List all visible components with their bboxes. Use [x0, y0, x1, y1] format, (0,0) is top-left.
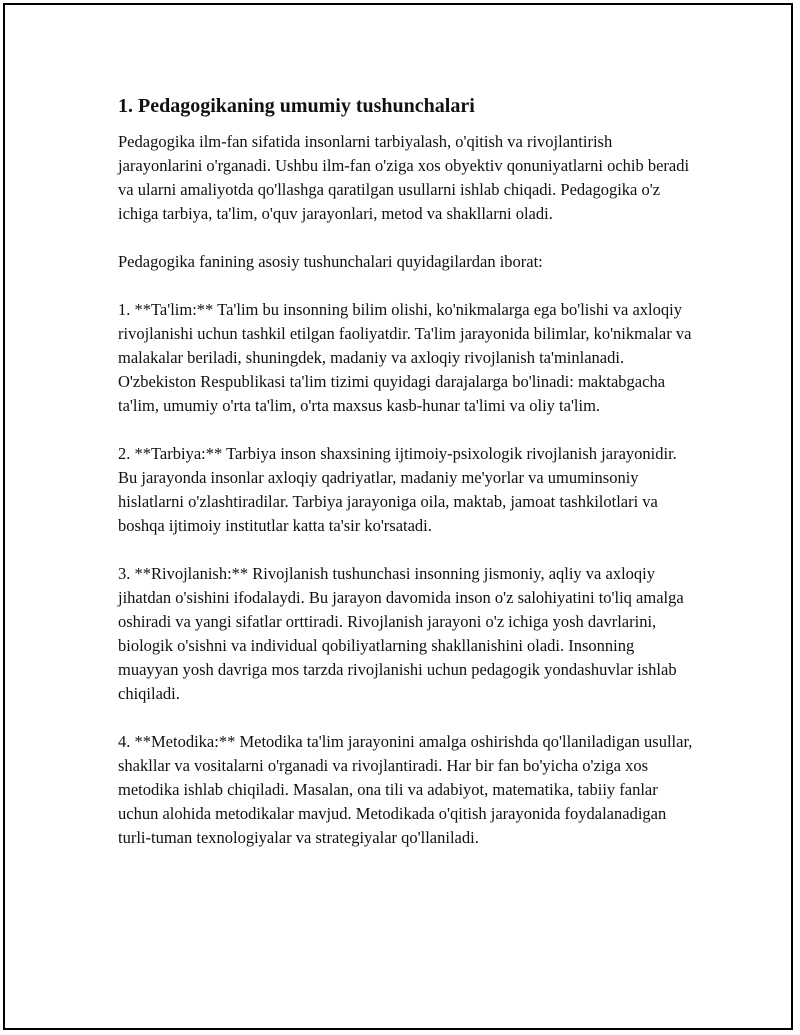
talim-paragraph: 1. **Ta'lim:** Ta'lim bu insonning bilim olishi, ko'nikmalarga ega bo'lishi va axloqiy rivojlanishi uchun tashkil etilgan faoliyatdir. Ta'lim jarayonida bilimlar, ko'nikmalar va malakalar beriladi, shuningdek, madaniy va axloqiy rivojlanish ta'minlanadi. O'zbekiston Respublikasi ta'lim tizimi quyidagi darajalarga bo'linadi: maktabgacha ta'lim, umumiy o'rta ta'lim, o'rta maxsus kasb-hunar ta'limi va oliy ta'lim.	[118, 300, 692, 415]
tarbiya-paragraph: 2. **Tarbiya:** Tarbiya inson shaxsining ijtimoiy-psixologik rivojlanish jarayonidir. Bu jarayonda insonlar axloqiy qadriyatlar, madaniy me'yorlar va umuminsoniy hislatlarni o'zlashtiradilar. Tarbiya jarayoniga oila, maktab, jamoat tashkilotlari va boshqa ijtimoiy institutlar katta ta'sir ko'rsatadi.	[118, 444, 677, 535]
rivojlanish-paragraph: 3. **Rivojlanish:** Rivojlanish tushunchasi insonning jismoniy, aqliy va axloqiy jihatdan o'sishini ifodalaydi. Bu jarayon davomida inson o'z salohiyatini to'liq amalga oshiradi va yangi sifatlar orttiradi. Rivojlanish jarayoni o'z ichiga yosh davrlarini, biologik o'sishni va individual qobiliyatlarning shakllanishini oladi. Insonning muayyan yosh davriga mos tarzda rivojlanishi uchun pedagogik yondashuvlar ishlab chiqiladi.	[118, 564, 684, 703]
list-intro-paragraph: Pedagogika fanining asosiy tushunchalari quyidagilardan iborat:	[118, 252, 543, 271]
section-heading: 1. Pedagogikaning umumiy tushunchalari	[118, 95, 475, 117]
metodika-paragraph: 4. **Metodika:** Metodika ta'lim jarayonini amalga oshirishda qo'llaniladigan usullar, shakllar va vositalarni o'rganadi va rivojlantiradi. Har bir fan bo'yicha o'ziga xos metodika ishlab chiqiladi. Masalan, ona tili va adabiyot, matematika, tabiiy fanlar uchun alohida metodikalar mavjud. Metodikada o'qitish jarayonida foydalanadigan turli-tuman texnologiyalar va strategiyalar qo'llaniladi.	[118, 732, 693, 847]
intro-paragraph: Pedagogika ilm-fan sifatida insonlarni tarbiyalash, o'qitish va rivojlantirish jarayonlarini o'rganadi. Ushbu ilm-fan o'ziga xos obyektiv qonuniyatlarni ochib beradi va ularni amaliyotda qo'llashga qaratilgan usullarni ishlab chiqadi. Pedagogika o'z ichiga tarbiya, ta'lim, o'quv jarayonlari, metod va shakllarni oladi.	[118, 132, 690, 223]
document-body	[118, 92, 698, 874]
